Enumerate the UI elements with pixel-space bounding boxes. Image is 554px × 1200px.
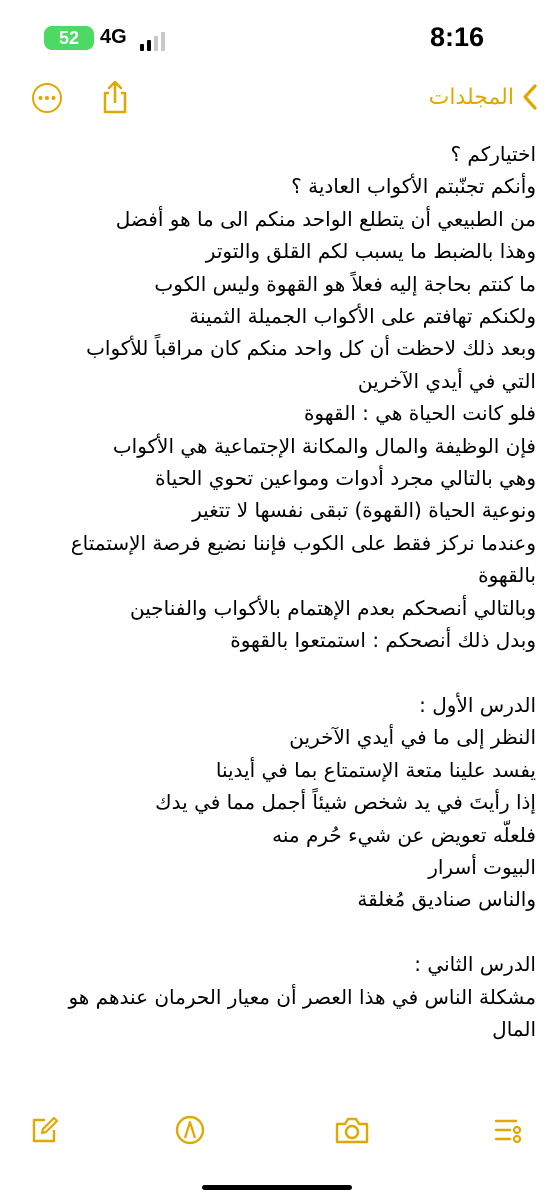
checklist-icon[interactable] — [492, 1114, 524, 1146]
more-button[interactable] — [32, 83, 62, 113]
note-line: البيوت أسرار — [428, 854, 536, 879]
markup-icon[interactable] — [174, 1114, 206, 1146]
note-line: وهذا بالضبط ما يسبب لكم القلق والتوتر — [205, 239, 536, 264]
status-bar — [0, 0, 554, 80]
clock: 8:16 — [429, 22, 484, 52]
note-line: التي في أيدي الآخرين — [357, 368, 536, 393]
note-line: ولكنكم تهافتم على الأكواب الجميلة الثمينة — [189, 304, 536, 329]
share-icon[interactable] — [100, 79, 130, 115]
note-line: اختياركم ؟ — [450, 142, 536, 166]
navigation-bar — [0, 75, 554, 123]
note-line: والناس صناديق مُغلقة — [357, 887, 536, 912]
note-line: وعندما نركز فقط على الكوب فإننا نضيع فرصة الإستمتاع — [70, 530, 536, 555]
back-button-label: المجلدات — [428, 84, 514, 110]
note-line: بالقهوة — [478, 563, 536, 588]
note-body[interactable] — [18, 138, 536, 1045]
camera-icon[interactable] — [334, 1114, 370, 1146]
note-line: يفسد علينا متعة الإستمتاع بما في أيدينا — [215, 757, 536, 782]
signal-icon — [140, 32, 165, 51]
note-line: مشكلة الناس في هذا العصر أن معيار الحرمان عندهم هو — [68, 984, 536, 1009]
note-line — [18, 657, 536, 689]
battery-level: 52 — [58, 27, 80, 48]
note-line: وبعد ذلك لاحظت أن كل واحد منكم كان مراقباً للأكواب — [86, 336, 536, 361]
note-line: فلعلّه تعويض عن شيء حُرم منه — [272, 822, 536, 847]
note-line: إذا رأيتَ في يد شخص شيئاً أجمل مما في يدك — [155, 790, 536, 815]
note-line: وهي بالتالي مجرد أدوات ومواعين تحوي الحياة — [155, 466, 536, 491]
ellipsis-icon — [38, 95, 56, 101]
note-line: فلو كانت الحياة هي : القهوة — [303, 401, 536, 426]
note-line: المال — [492, 1016, 536, 1041]
note-line: النظر إلى ما في أيدي الآخرين — [289, 725, 536, 750]
network-type: 4G — [100, 26, 127, 48]
bottom-toolbar — [0, 1108, 554, 1152]
note-line — [18, 916, 536, 948]
note-line: وأنكم تجنّبتم الأكواب العادية ؟ — [291, 174, 536, 199]
note-line: الدرس الأول : — [419, 692, 536, 717]
note-line: وبدل ذلك أنصحكم : استمتعوا بالقهوة — [230, 628, 536, 653]
note-line: وبالتالي أنصحكم بعدم الإهتمام بالأكواب والفناجين — [130, 595, 536, 620]
note-line: فإن الوظيفة والمال والمكانة الإجتماعية هي الأكواب — [112, 433, 536, 458]
battery-icon — [44, 26, 94, 50]
note-line: الدرس الثاني : — [414, 952, 536, 977]
note-line: ونوعية الحياة (القهوة) تبقى نفسها لا تتغير — [192, 498, 536, 523]
note-line: ما كنتم بحاجة إليه فعلاً هو القهوة وليس الكوب — [154, 271, 536, 296]
home-indicator — [202, 1185, 352, 1190]
chevron-left-icon — [522, 83, 538, 111]
note-line: من الطبيعي أن يتطلع الواحد منكم الى ما هو أفضل — [115, 206, 536, 231]
compose-icon[interactable] — [28, 1114, 60, 1146]
back-button[interactable] — [429, 83, 538, 111]
